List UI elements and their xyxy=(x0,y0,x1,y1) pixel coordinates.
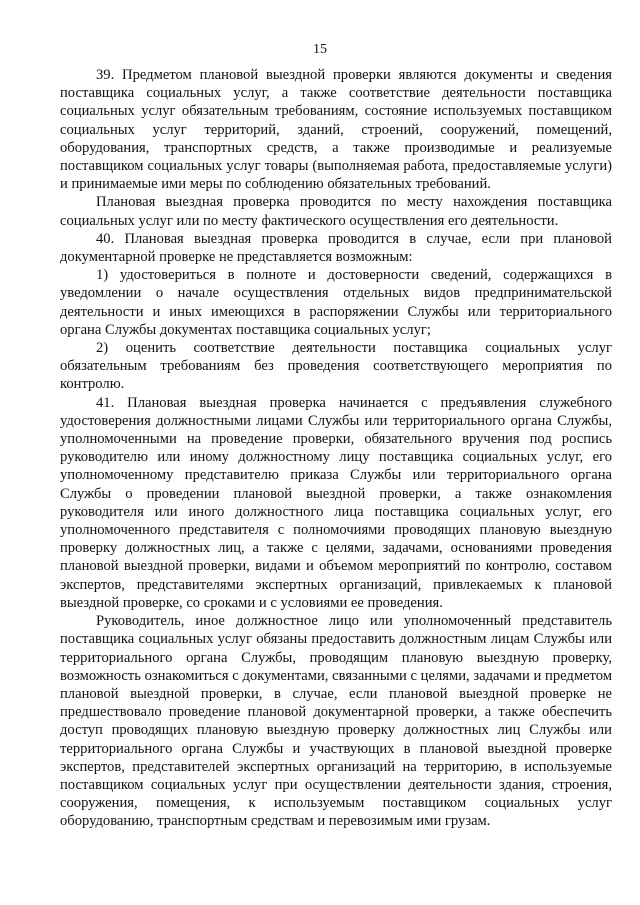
page-number: 15 xyxy=(313,42,327,57)
paragraph-39-location: Плановая выездная проверка проводится по месту нахождения поставщика социальных услуг или по месту фактического осуществления его деятельности. xyxy=(60,194,612,229)
paragraph-40-item-2: 2) оценить соответствие деятельности поставщика социальных услуг обязательным требованиям без проведения соответствующего мероприятия по контролю. xyxy=(60,340,612,393)
paragraph-40-item-1: 1) удостовериться в полноте и достоверности сведений, содержащихся в уведомлении о начале осуществления отдельных видов предпринимательской деятельности и иных имеющихся в распоряжении Службы или территориального органа Службы документах поставщика социальных услуг; xyxy=(60,267,612,338)
document-body xyxy=(60,66,612,831)
paragraph-41: 41. Плановая выездная проверка начинается с предъявления служебного удостоверения должностными лицами Службы или территориального органа Службы, уполномоченными на проведение проверки, обязательного вручения под роспись руководителю или иному должностному лицу поставщика социальных услуг, его уполномоченному представителю приказа Службы или территориального органа Службы о проведении плановой выездной проверки, а также ознакомления руководителя или иного должностного лица поставщика социальных услуг, его уполномоченного представителя с полномочиями проводящих плановую выездную проверку должностных лиц, а также с целями, задачами, основаниями проведения плановой выездной проверки, видами и объемом мероприятий по контролю, составом экспертов, представителями экспертных организаций, привлекаемых к плановой выездной проверке, со сроками и с условиями ее проведения. xyxy=(60,394,612,611)
paragraph-39: 39. Предметом плановой выездной проверки являются документы и сведения поставщика социальных услуг, а также соответствие деятельности поставщика социальных услуг обязательным требованиям, состояние используемых поставщиком социальных услуг территорий, зданий, строений, сооружений, помещений, оборудования, транспортных средств, а также производимые и реализуемые поставщиком социальных услуг товары (выполняемая работа, предоставляемые услуги) и принимаемые ими меры по соблюдению обязательных требований. xyxy=(60,67,612,193)
paragraph-40: 40. Плановая выездная проверка проводится в случае, если при плановой документарной проверке не представляется возможным: xyxy=(60,230,612,266)
paragraph-41-obligations: Руководитель, иное должностное лицо или уполномоченный представитель поставщика социальных услуг обязаны предоставить должностным лицам Службы или территориального органа Службы, проводящим плановую выездную проверку, возможность ознакомиться с документами, связанными с целями, задачами и предметом плановой выездной проверки, в случае, если плановой выездной проверке не предшествовало проведение плановой документарной проверки, а также обеспечить доступ проводящих плановую выездную проверку должностных лиц Службы или территориального органа Службы и участвующих в плановой выездной проверке экспертов, представителей экспертных организаций на территорию, в используемые поставщиком социальных услуг при осуществлении деятельности здания, строения, сооружения, помещения, к используемым поставщиком социальных услуг оборудованию, транспортным средствам и перевозимым ими грузам. xyxy=(60,613,612,830)
